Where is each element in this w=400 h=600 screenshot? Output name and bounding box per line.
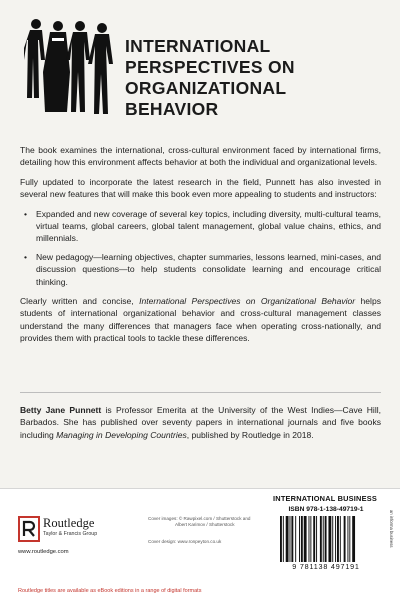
author-bio-text: is Professor Emerita at the University of the West Indies—Cave Hill, Barbados. She has published over seventy papers in international journals and five books including [20, 405, 381, 440]
ebook-availability-note: Routledge titles are available as eBook editions in a range of digital formats [18, 588, 202, 594]
title-line-1: INTERNATIONAL [125, 36, 271, 56]
author-book-title: Managing in Developing Countries [56, 429, 187, 440]
title-line-3: ORGANIZATIONAL [125, 78, 287, 98]
book-description [20, 144, 381, 352]
author-name: Betty Jane Punnett [20, 405, 102, 415]
subject-category: INTERNATIONAL BUSINESS [273, 494, 377, 503]
credits-line-2: Albert Karimov / Shutterstock [175, 522, 235, 528]
informa-side-text: an informa business [389, 510, 394, 548]
cover-image-credits [148, 516, 276, 528]
p3-lead: Clearly written and concise, [20, 296, 140, 307]
description-paragraph-2: Fully updated to incorporate the latest research in the field, Punnett has also invested in several new features that will make this book even more appealing to students and instructors: [20, 176, 381, 200]
cover-design-credit: Cover design: www.ronpeyton.co.uk [148, 539, 222, 544]
footer-divider [0, 488, 400, 489]
isbn-label: ISBN 978-1-138-49719-1 [288, 506, 364, 513]
title-line-2: PERSPECTIVES ON [125, 57, 295, 77]
section-divider [20, 392, 381, 393]
feature-item: • Expanded and new coverage of several key topics, including diversity, multi-cultural teams, virtual teams, global careers, global talent management, global value chains, ethics, and millennials. [36, 208, 381, 245]
book-title [125, 36, 385, 120]
title-line-4: BEHAVIOR [125, 99, 219, 119]
cover-header [0, 0, 400, 140]
description-paragraph-3 [20, 295, 381, 345]
routledge-logo-icon [18, 516, 40, 542]
isbn-number: 9 781138 497191 [292, 562, 360, 571]
feature-list [20, 208, 381, 288]
author-bio [20, 404, 381, 441]
business-people-silhouettes-icon [24, 14, 116, 132]
publisher-name: Routledge [43, 516, 95, 530]
description-paragraph-1: The book examines the international, cross-cultural environment faced by international firms, detailing how this environment affects behavior at both the individual and organizational levels. [20, 145, 381, 168]
p3-book-title: International Perspectives on Organizational Behavior [139, 296, 356, 307]
credits-line-1: Cover images: © Rawpixel.com / Shutterstock and [148, 516, 251, 521]
p3-rest: helps students of international organizational behavior and cross-cultural management classes understand the many differences that managers face when operating cross-nationally, and provides them with practical tools to tackle these differences. [20, 296, 381, 344]
isbn-barcode-block [272, 506, 380, 578]
publisher-group: Taylor & Francis Group [43, 531, 98, 537]
publisher-website: www.routledge.com [18, 549, 69, 555]
author-bio-end: , published by Routledge in 2018. [186, 429, 314, 440]
isbn-barcode-icon [280, 516, 376, 562]
feature-item: • New pedagogy—learning objectives, chapter summaries, lessons learned, mini-cases, and discussion questions—to help students consolidate learning and encourage critical thinking. [36, 251, 381, 288]
